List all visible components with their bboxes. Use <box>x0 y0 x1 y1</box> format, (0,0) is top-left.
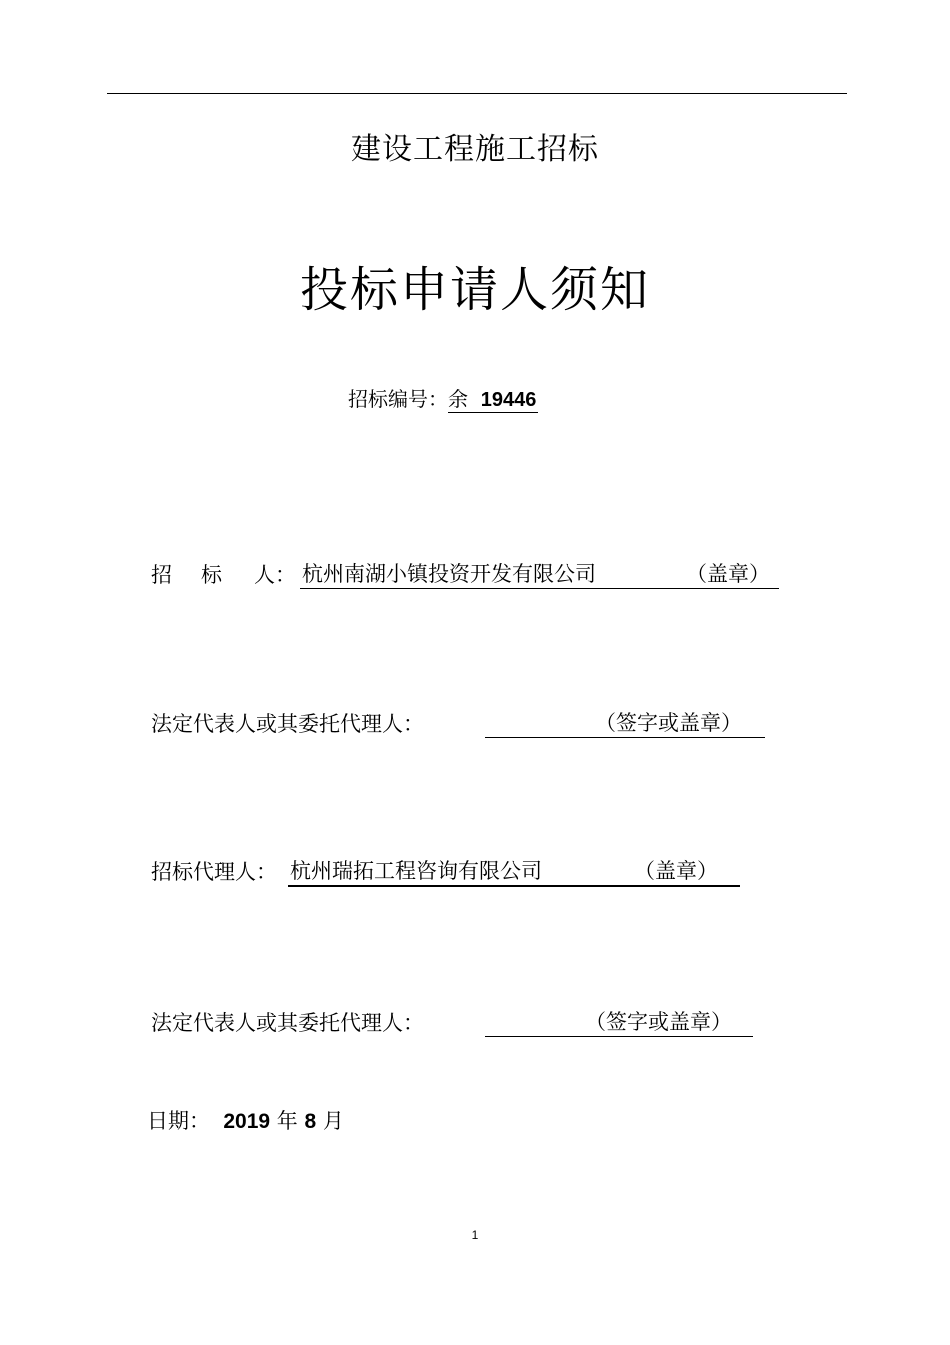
agent-rep-field <box>485 1008 753 1037</box>
date-row <box>147 1106 344 1137</box>
date-month-unit: 月 <box>322 1109 344 1133</box>
tenderer-row <box>151 560 296 590</box>
bid-number-value <box>448 387 538 413</box>
date-year-unit: 年 <box>276 1109 298 1133</box>
agent-value: 杭州瑞拓工程咨询有限公司 <box>290 859 542 883</box>
tenderer-rep-label: 法定代表人或其委托代理人： <box>151 712 424 736</box>
agent-stamp: （盖章） <box>634 859 718 883</box>
tenderer-stamp: （盖章） <box>686 562 770 586</box>
agent-rep-row <box>151 1008 424 1038</box>
top-rule <box>107 93 847 94</box>
tenderer-rep-row <box>151 709 424 739</box>
bid-number-prefix: 余 <box>448 387 468 411</box>
page-number: 1 <box>471 1228 479 1242</box>
tenderer-label-char-3: 人 <box>254 563 275 587</box>
tenderer-rep-stamp: （签字或盖章） <box>595 711 742 735</box>
agent-label: 招标代理人： <box>151 860 277 884</box>
date-year: 2019 <box>223 1110 271 1133</box>
tenderer-field <box>300 560 779 589</box>
document-title: 投标申请人须知 <box>299 262 650 318</box>
agent-field <box>288 857 740 887</box>
tenderer-value: 杭州南湖小镇投资开发有限公司 <box>302 562 596 586</box>
tenderer-rep-field <box>485 709 765 738</box>
agent-rep-label: 法定代表人或其委托代理人： <box>151 1011 424 1035</box>
tenderer-label-colon: ： <box>275 563 296 587</box>
tenderer-label-char-1: 招 <box>151 563 172 587</box>
bid-number-label: 招标编号： <box>348 387 448 411</box>
agent-row <box>151 857 277 887</box>
tenderer-label-char-2: 标 <box>201 563 222 587</box>
tenderer-label <box>151 560 296 590</box>
date-label: 日期： <box>147 1109 210 1133</box>
agent-rep-stamp: （签字或盖章） <box>585 1010 732 1034</box>
bid-number-line <box>348 384 538 414</box>
bid-number-digits: 19446 <box>480 389 537 411</box>
date-month: 8 <box>304 1110 317 1133</box>
document-subtitle: 建设工程施工招标 <box>351 132 599 167</box>
